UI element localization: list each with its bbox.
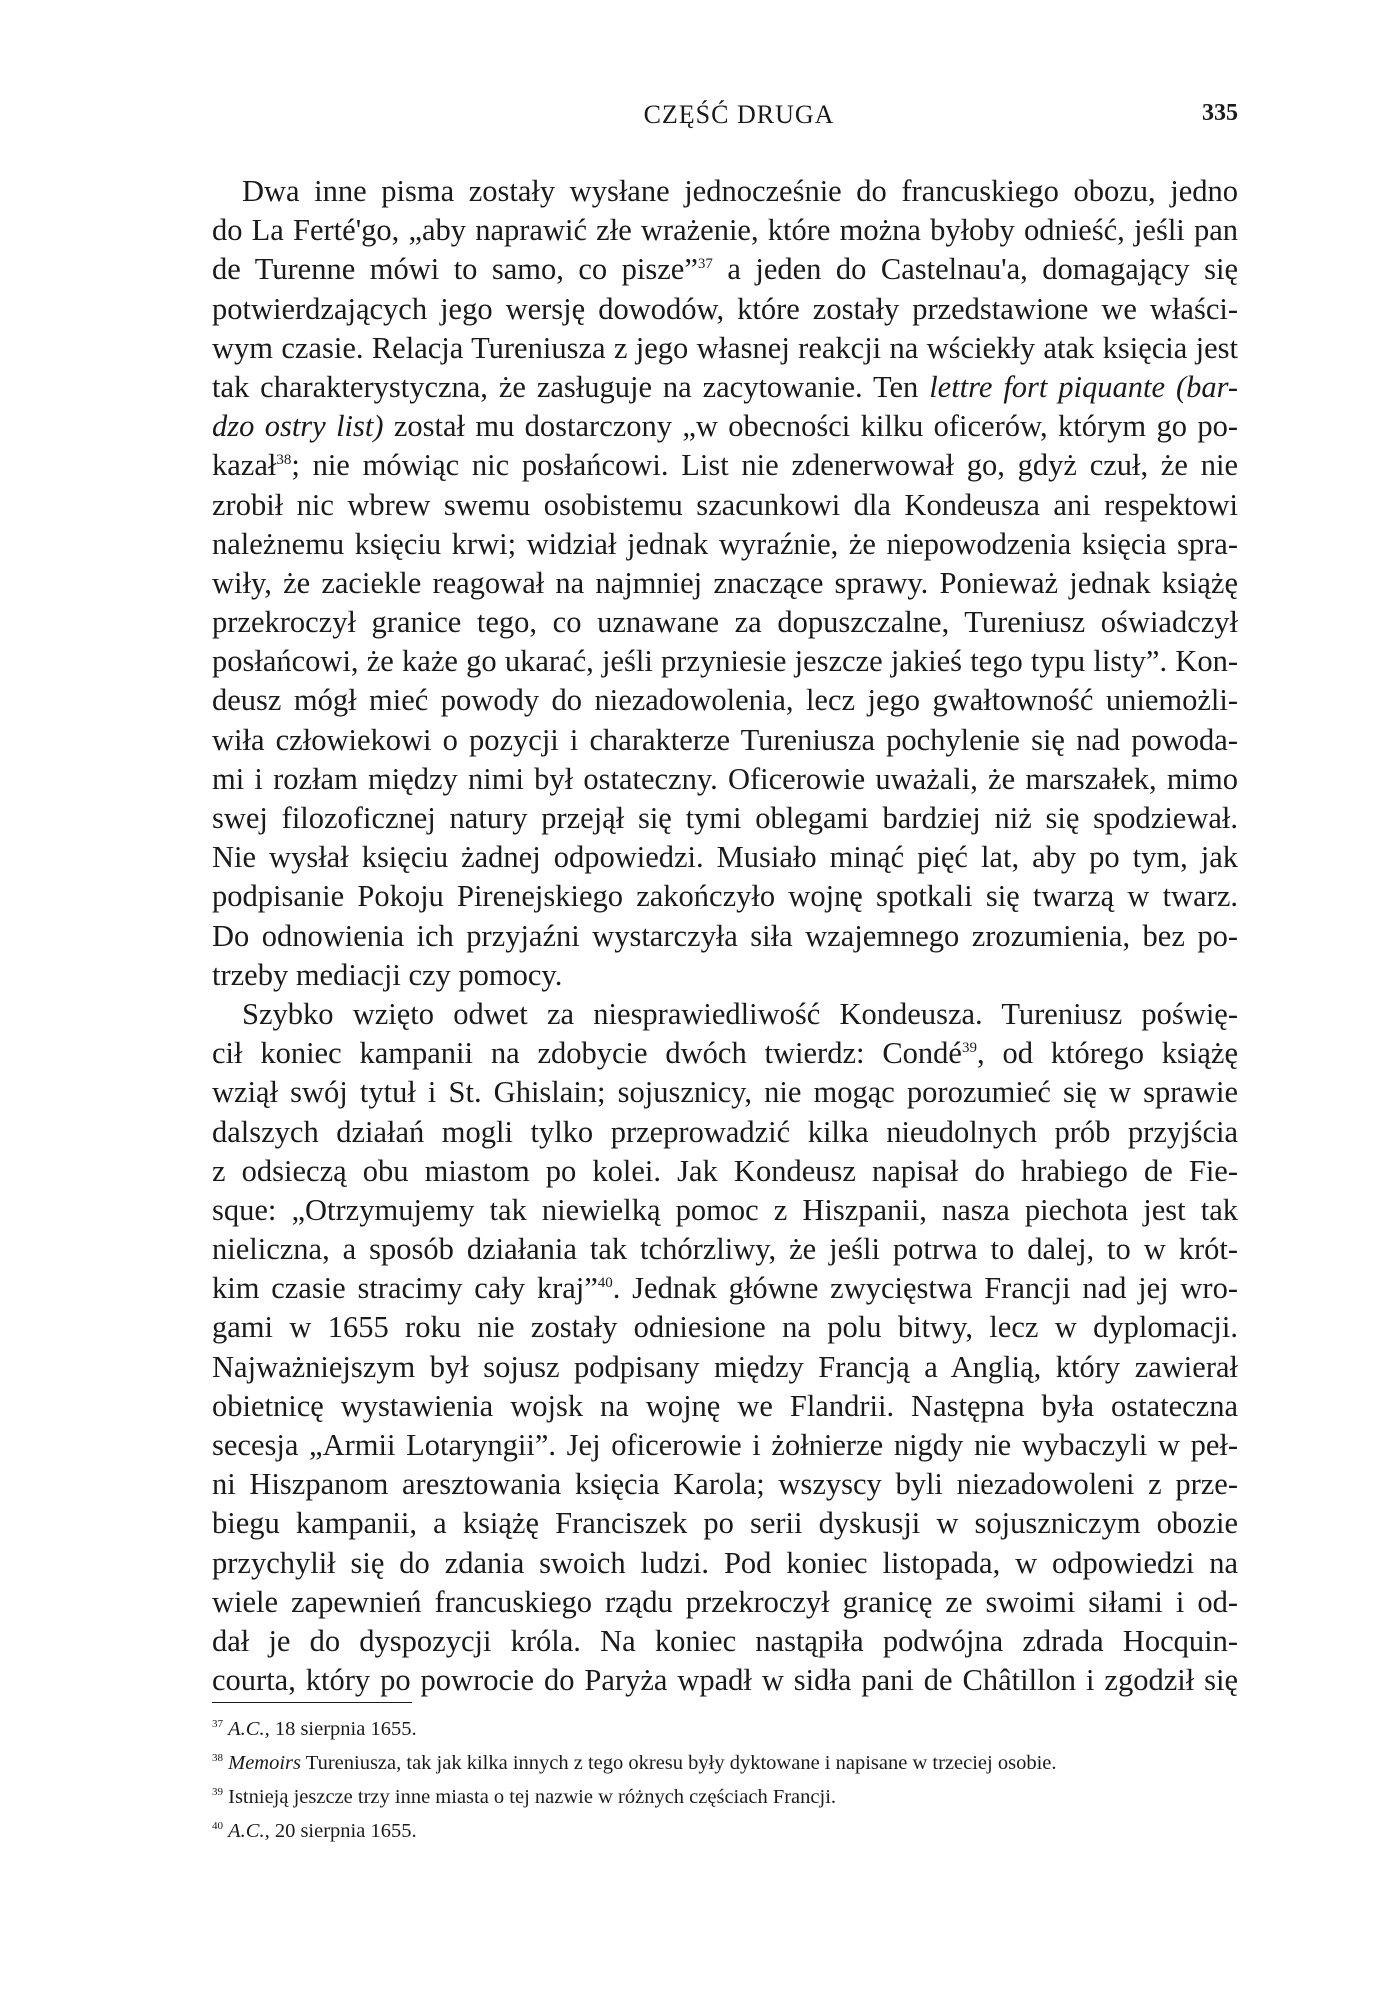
text-run: nieliczna, a sposób działania tak tchórzliwy, że jeśli potrwa to dalej, to w krót-	[212, 1232, 1238, 1267]
text-run: , od którego książę	[976, 1036, 1239, 1071]
text-line	[212, 1387, 1238, 1426]
footnote-number: 40	[212, 1820, 223, 1833]
text-run: zrobił nic wbrew swemu osobistemu szacunkowi dla Kondeusza ani respektowi	[212, 487, 1238, 522]
italic-text: A.C.	[228, 1718, 265, 1740]
text-run: podpisanie Pokoju Pirenejskiego zakończyło wojnę spotkali się twarzą w twarz.	[212, 879, 1238, 914]
text-run: dalszych działań mogli tylko przeprowadzić kilka nieudolnych prób przyjścia	[212, 1114, 1238, 1149]
footnote	[212, 1780, 1238, 1814]
text-run: biegu kampanii, a książę Franciszek po serii dyskusji w sojuszniczym obozie	[212, 1506, 1238, 1541]
text-line	[212, 603, 1238, 642]
text-line	[212, 838, 1238, 877]
italic-text: lettre fort piquante (bar-	[929, 369, 1239, 404]
text-run: przychylił się do zdania swoich ludzi. Pod koniec listopada, w odpowiedzi na	[212, 1545, 1238, 1580]
text-run: tak charakterystyczna, że zasługuje na zacytowanie. Ten	[212, 369, 930, 404]
text-run: wiły, że zaciekle reagował na najmniej znaczące sprawy. Ponieważ jednak książę	[212, 565, 1238, 600]
text-run: z odsieczą obu miastom po kolei. Jak Kondeusz napisał do hrabiego de Fie-	[212, 1153, 1238, 1188]
text-line	[212, 1113, 1238, 1152]
text-run: został mu dostarczony „w obecności kilku oficerów, którym go po-	[383, 409, 1238, 444]
text-run: de Turenne mówi to samo, co pisze”	[212, 252, 698, 287]
footnote-ref: 39	[961, 1039, 977, 1056]
text-line	[212, 407, 1238, 446]
text-line	[212, 1504, 1238, 1543]
text-run: a jeden do Castelnau'a, domagający się	[712, 252, 1238, 287]
footnote-number: 38	[212, 1752, 223, 1765]
text-run: wiła człowiekowi o pozycji i charakterze Tureniusza pochylenie się nad powoda-	[212, 722, 1238, 757]
text-run: deusz mógł mieć powody do niezadowolenia, lecz jego gwałtowność uniemożli-	[212, 683, 1238, 718]
text-line	[212, 1348, 1238, 1387]
text-line	[212, 1426, 1238, 1465]
text-line	[212, 1269, 1238, 1308]
text-run: Istnieją jeszcze trzy inne miasta o tej nazwie w różnych częściach Francji.	[228, 1786, 837, 1808]
footnote-ref: 37	[697, 256, 713, 273]
text-run: posłańcowi, że każe go ukarać, jeśli przyniesie jeszcze jakieś tego typu listy”. Kon-	[212, 644, 1238, 679]
text-line	[212, 917, 1238, 956]
text-line	[212, 1034, 1238, 1073]
text-run: kazał	[212, 448, 277, 483]
text-run: należnemu księciu krwi; widział jednak wyraźnie, że niepowodzenia księcia spra-	[212, 526, 1238, 561]
text-line	[212, 1583, 1238, 1622]
text-line	[212, 1661, 1238, 1700]
footnotes	[212, 1712, 1238, 1848]
footnote-ref: 38	[276, 452, 292, 469]
text-run: , 20 sierpnia 1655.	[264, 1820, 417, 1842]
text-line	[212, 525, 1238, 564]
italic-text: Memoirs	[228, 1752, 302, 1774]
text-run: . Jednak główne zwycięstwa Francji nad jej wro-	[612, 1271, 1238, 1306]
text-run: ; nie mówiąc nic posłańcowi. List nie zdenerwował go, gdyż czuł, że nie	[291, 448, 1238, 483]
text-run: wiele zapewnień francuskiego rządu przekroczył granicę ze swoimi siłami i od-	[212, 1584, 1238, 1619]
text-run: swej filozoficznej natury przejął się tymi oblegami bardziej niż się spodziewał.	[212, 801, 1238, 835]
text-line	[212, 1152, 1238, 1191]
text-run: przekroczył granice tego, co uznawane za dopuszczalne, Tureniusz oświadczył	[212, 605, 1238, 640]
text-run: sque: „Otrzymujemy tak niewielką pomoc z Hiszpanii, nasza piechota jest tak	[212, 1192, 1238, 1227]
text-run: wym czasie. Relacja Tureniusza z jego własnej reakcji na wściekły atak księcia jest	[212, 330, 1238, 365]
text-run: Do odnowienia ich przyjaźni wystarczyła siła wzajemnego zrozumienia, bez po-	[212, 918, 1238, 953]
text-run: secesja „Armii Lotaryngii”. Jej oficerowie i żołnierze nigdy nie wybaczyli w peł-	[212, 1428, 1238, 1462]
text-line	[212, 642, 1238, 681]
body-text	[212, 172, 1238, 1700]
text-run: Najważniejszym był sojusz podpisany między Francją a Anglią, który zawierał	[212, 1349, 1238, 1384]
text-line	[212, 721, 1238, 760]
text-run: gami w 1655 roku nie zostały odniesione na polu bitwy, lecz w dyplomacji.	[212, 1310, 1238, 1345]
footnote	[212, 1814, 1238, 1848]
text-line	[212, 799, 1238, 838]
running-head	[240, 100, 1238, 140]
text-line	[212, 995, 1238, 1034]
page-number: 335	[1202, 100, 1238, 126]
text-run: obietnicę wystawienia wojsk na wojnę we Flandrii. Następna była ostateczna	[212, 1388, 1238, 1423]
text-line	[212, 290, 1238, 329]
text-line	[212, 211, 1238, 250]
italic-text: dzo ostry list)	[212, 409, 384, 444]
text-run: ni Hiszpanom aresztowania księcia Karola; wszyscy byli niezadowoleni z prze-	[212, 1467, 1238, 1502]
text-line	[212, 1230, 1238, 1269]
text-line	[212, 250, 1238, 289]
text-run: do La Ferté'go, „aby naprawić złe wrażenie, które można byłoby odnieść, jeśli pan	[212, 213, 1238, 248]
footnote-number: 39	[212, 1786, 223, 1799]
footnote	[212, 1746, 1238, 1780]
text-line	[212, 368, 1238, 407]
text-run: trzeby mediacji czy pomocy.	[212, 957, 563, 992]
text-line	[212, 1544, 1238, 1583]
text-line	[212, 329, 1238, 368]
text-line	[212, 564, 1238, 603]
text-run: Tureniusza, tak jak kilka innych z tego okresu były dyktowane i napisane w trzeciej osobie.	[301, 1752, 1057, 1774]
text-line	[212, 760, 1238, 799]
running-head-title: CZĘŚĆ DRUGA	[643, 100, 835, 129]
text-line	[212, 172, 1238, 211]
text-run: cił koniec kampanii na zdobycie dwóch twierdz: Condé	[212, 1036, 962, 1071]
text-line	[212, 1191, 1238, 1230]
text-run: courta, który po powrocie do Paryża wpadł w sidła pani de Châtillon i zgodził się	[212, 1663, 1238, 1698]
text-line	[212, 1308, 1238, 1347]
text-line	[212, 877, 1238, 916]
footnote-ref: 40	[597, 1275, 613, 1292]
text-run: Szybko wzięto odwet za niesprawiedliwość Kondeusza. Tureniusz poświę-	[242, 996, 1238, 1031]
footnote-divider	[212, 1702, 412, 1703]
text-run: potwierdzających jego wersję dowodów, które zostały przedstawione we właści-	[212, 291, 1238, 326]
text-line	[212, 446, 1238, 485]
text-run: , 18 sierpnia 1655.	[264, 1718, 417, 1740]
text-run: wziął swój tytuł i St. Ghislain; sojusznicy, nie mogąc porozumieć się w sprawie	[212, 1075, 1238, 1110]
text-run: kim czasie stracimy cały kraj”	[212, 1271, 598, 1306]
italic-text: A.C.	[228, 1820, 265, 1842]
text-line	[212, 1465, 1238, 1504]
footnote	[212, 1712, 1238, 1746]
text-line	[212, 681, 1238, 720]
text-run: Dwa inne pisma zostały wysłane jednocześnie do francuskiego obozu, jedno	[242, 174, 1238, 208]
text-line	[212, 956, 1238, 995]
footnote-number: 37	[212, 1718, 223, 1731]
text-run: mi i rozłam między nimi był ostateczny. Oficerowie uważali, że marszałek, mimo	[212, 761, 1238, 796]
text-line	[212, 1622, 1238, 1661]
text-run: dał je do dyspozycji króla. Na koniec nastąpiła podwójna zdrada Hocquin-	[212, 1623, 1238, 1658]
text-line	[212, 1073, 1238, 1112]
text-line	[212, 486, 1238, 525]
text-run: Nie wysłał księciu żadnej odpowiedzi. Musiało minąć pięć lat, aby po tym, jak	[212, 840, 1238, 875]
